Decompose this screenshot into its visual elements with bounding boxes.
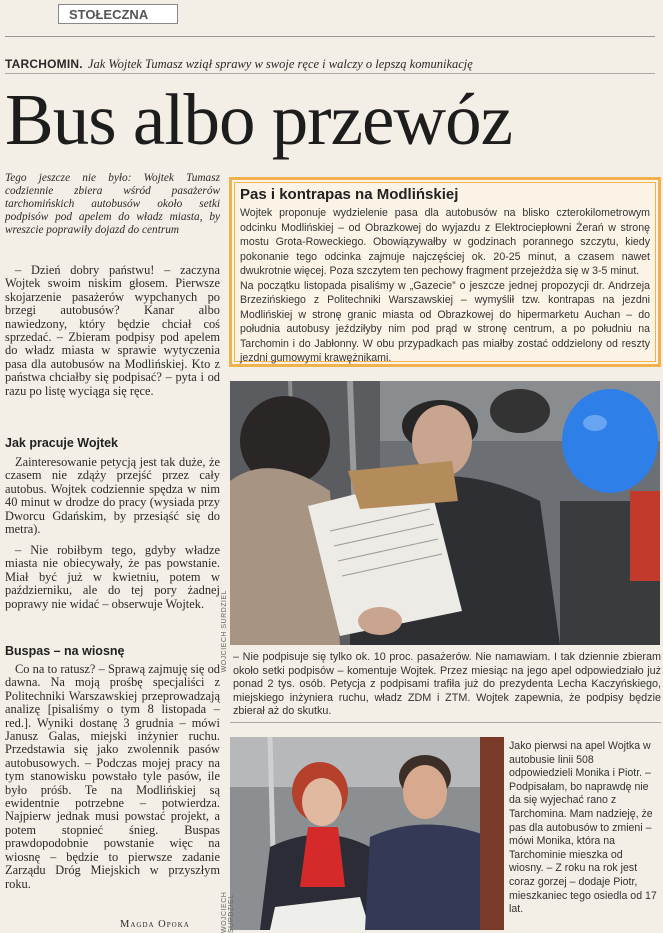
headline: Bus albo przewóz — [5, 79, 513, 160]
kicker-place: TARCHOMIN. — [5, 57, 83, 71]
byline: Magda Opoka — [120, 919, 190, 930]
info-box — [229, 177, 661, 367]
photo-credit-1: WOJCIECH SURDZIEL — [221, 590, 228, 673]
caption-rule — [230, 722, 661, 723]
article-intro — [5, 264, 220, 398]
photo-credit-2: WOJCIECH SURDZIEL — [221, 891, 235, 933]
photo-petition-illustration — [230, 381, 660, 645]
photo-caption-1: – Nie podpisuje się tylko ok. 10 proc. pasażerów. Nie namawiam. I tak dziennie zbieram około setki podpisów – komentuje Wojtek. Przez miesiąc na jego apel odpowiedziało już ponad 2 tys. osób. Petycja z podpisami trafiła już do prezydenta Lecha Kaczyńskiego, miejskiego inżyniera ruchu, władz ZDM i ZTM. Wojtek zapewnia, że podpisy będzie zbierał aż do skutku. — [233, 651, 661, 718]
section-label: STOŁECZNA — [58, 4, 178, 24]
photo-couple — [230, 737, 504, 930]
article-part1a-text: Zainteresowanie petycją jest tak duże, że czasem nie zdąży przejść przez cały autobus. Wojtek codziennie spędza w nim 40 minut w drodze do pracy (wysiada przy Dworcu Gdańskim, by przesiąść się do metra). — [5, 455, 220, 537]
article-part2-text: Co na to ratusz? – Sprawą zajmuję się od dawna. Na moją prośbę specjaliści z Politechniki Warszawskiej przeprowadzają analizę [pisaliśmy o tym 8 listopada – red.]. Wyniki dostanę 3 grudnia – mówi Janusz Galas, miejski inżynier ruchu. Przedstawia się jako zwolennik pasów autobusowych. – Podczas mojej pracy na tym stanowisku powstało tyle pasów, ile było próśb. Te na Modlińskiej są ewidentnie potrzebne – potwierdza. Najpierw jednak musi powstać projekt, a potem stopnieć śnieg. Buspas prawdopodobnie powstanie więc na wiosnę – będzie to pierwsze zadanie Zarządu Dróg Miejskich w przyszłym roku. — [5, 662, 220, 891]
lead-paragraph: Tego jeszcze nie było: Wojtek Tumasz codziennie zbiera wśród pasażerów tarchomińskich autobusów około setki podpisów pod apelem do władz miasta, by wreszcie poprawiły dojazd do centrum — [5, 172, 220, 236]
article-part1b-text: – Nie robiłbym tego, gdyby władze miasta nie obiecywały, że pas powstanie. Miał być już w kwietniu, potem w październiku, ale do tej pory żadnej poprawy nie widać – obserwuje Wojtek. — [5, 543, 220, 611]
kicker — [5, 57, 655, 71]
info-box-paragraph-1: Wojtek proponuje wydzielenie pasa dla autobusów na blisko czterokilometrowym odcinku Modlińskiej – od Obrazkowej do wyjazdu z Elektrociepłowni Żerań w stronę mostu Grota-Roweckiego. Obowiązywałby w godzinach porannego szczytu, kiedy pokonanie tego odcinka zajmuje najczęściej ok. 20-25 minut, a czasem nawet dwukrotnie więcej. Poza szczytem ten pechowy fragment przejeżdża się w 3-5 minut. — [240, 207, 650, 277]
article-part2 — [5, 663, 220, 891]
info-box-paragraph-2: Na początku listopada pisaliśmy w „Gazecie” o jeszcze jednej propozycji dr. Andrzeja Brzezińskiego z Politechniki Warszawskiej – wymyślił tzw. kontrapas na jezdni Modlińskiej w stronę granic miasta od Obrazkowej do hipermarketu Auchan – do południa autobusy jeździłyby nim pod prąd w stronę centrum, a po południu na Tarchomin i do Jabłonny. W obu przypadkach pas miałby zostać oddzielony od reszty jezdni gumowymi krawężnikami. — [240, 279, 650, 364]
article-part1a — [5, 456, 220, 536]
kicker-rule — [5, 73, 655, 74]
photo-petition — [230, 381, 660, 645]
info-box-title: Pas i kontrapas na Modlińskiej — [240, 186, 459, 203]
subhead-2: Buspas – na wiosnę — [5, 644, 125, 658]
kicker-text: Jak Wojtek Tumasz wziął sprawy w swoje ręce i walczy o lepszą komunikację — [87, 57, 473, 71]
photo-caption-2: Jako pierwsi na apel Wojtka w autobusie linii 508 odpowiedzieli Monika i Piotr. – Podpisałam, bo naprawdę nie da się wyjechać rano z Tarchomina. Mam nadzieję, że pas dla autobusów to zmieni – mówi Monika, która na Tarchominie mieszka od wiosny. – Z roku na rok jest coraz gorzej – dodaje Piotr, mieszkaniec tego osiedla od 17 lat. — [509, 740, 657, 916]
article-part1b — [5, 544, 220, 611]
top-rule — [5, 36, 655, 37]
photo-couple-illustration — [230, 737, 504, 930]
subhead-1: Jak pracuje Wojtek — [5, 436, 119, 450]
article-intro-text: – Dzień dobry państwu! – zaczyna Wojtek swoim niskim głosem. Pierwsze skojarzenie pasażerów wypchanych po brzegi autobusów? Kanar albo nawiedzony, który będzie chciał coś sprzedać. – Zbieram podpisy pod apelem do władz miasta w sprawie wytyczenia pasa dla autobusów na Modlińskiej. Kto z państwa chciałby się podpisać? – pyta i od razu po listę wyciąga się ręce. — [5, 263, 220, 398]
